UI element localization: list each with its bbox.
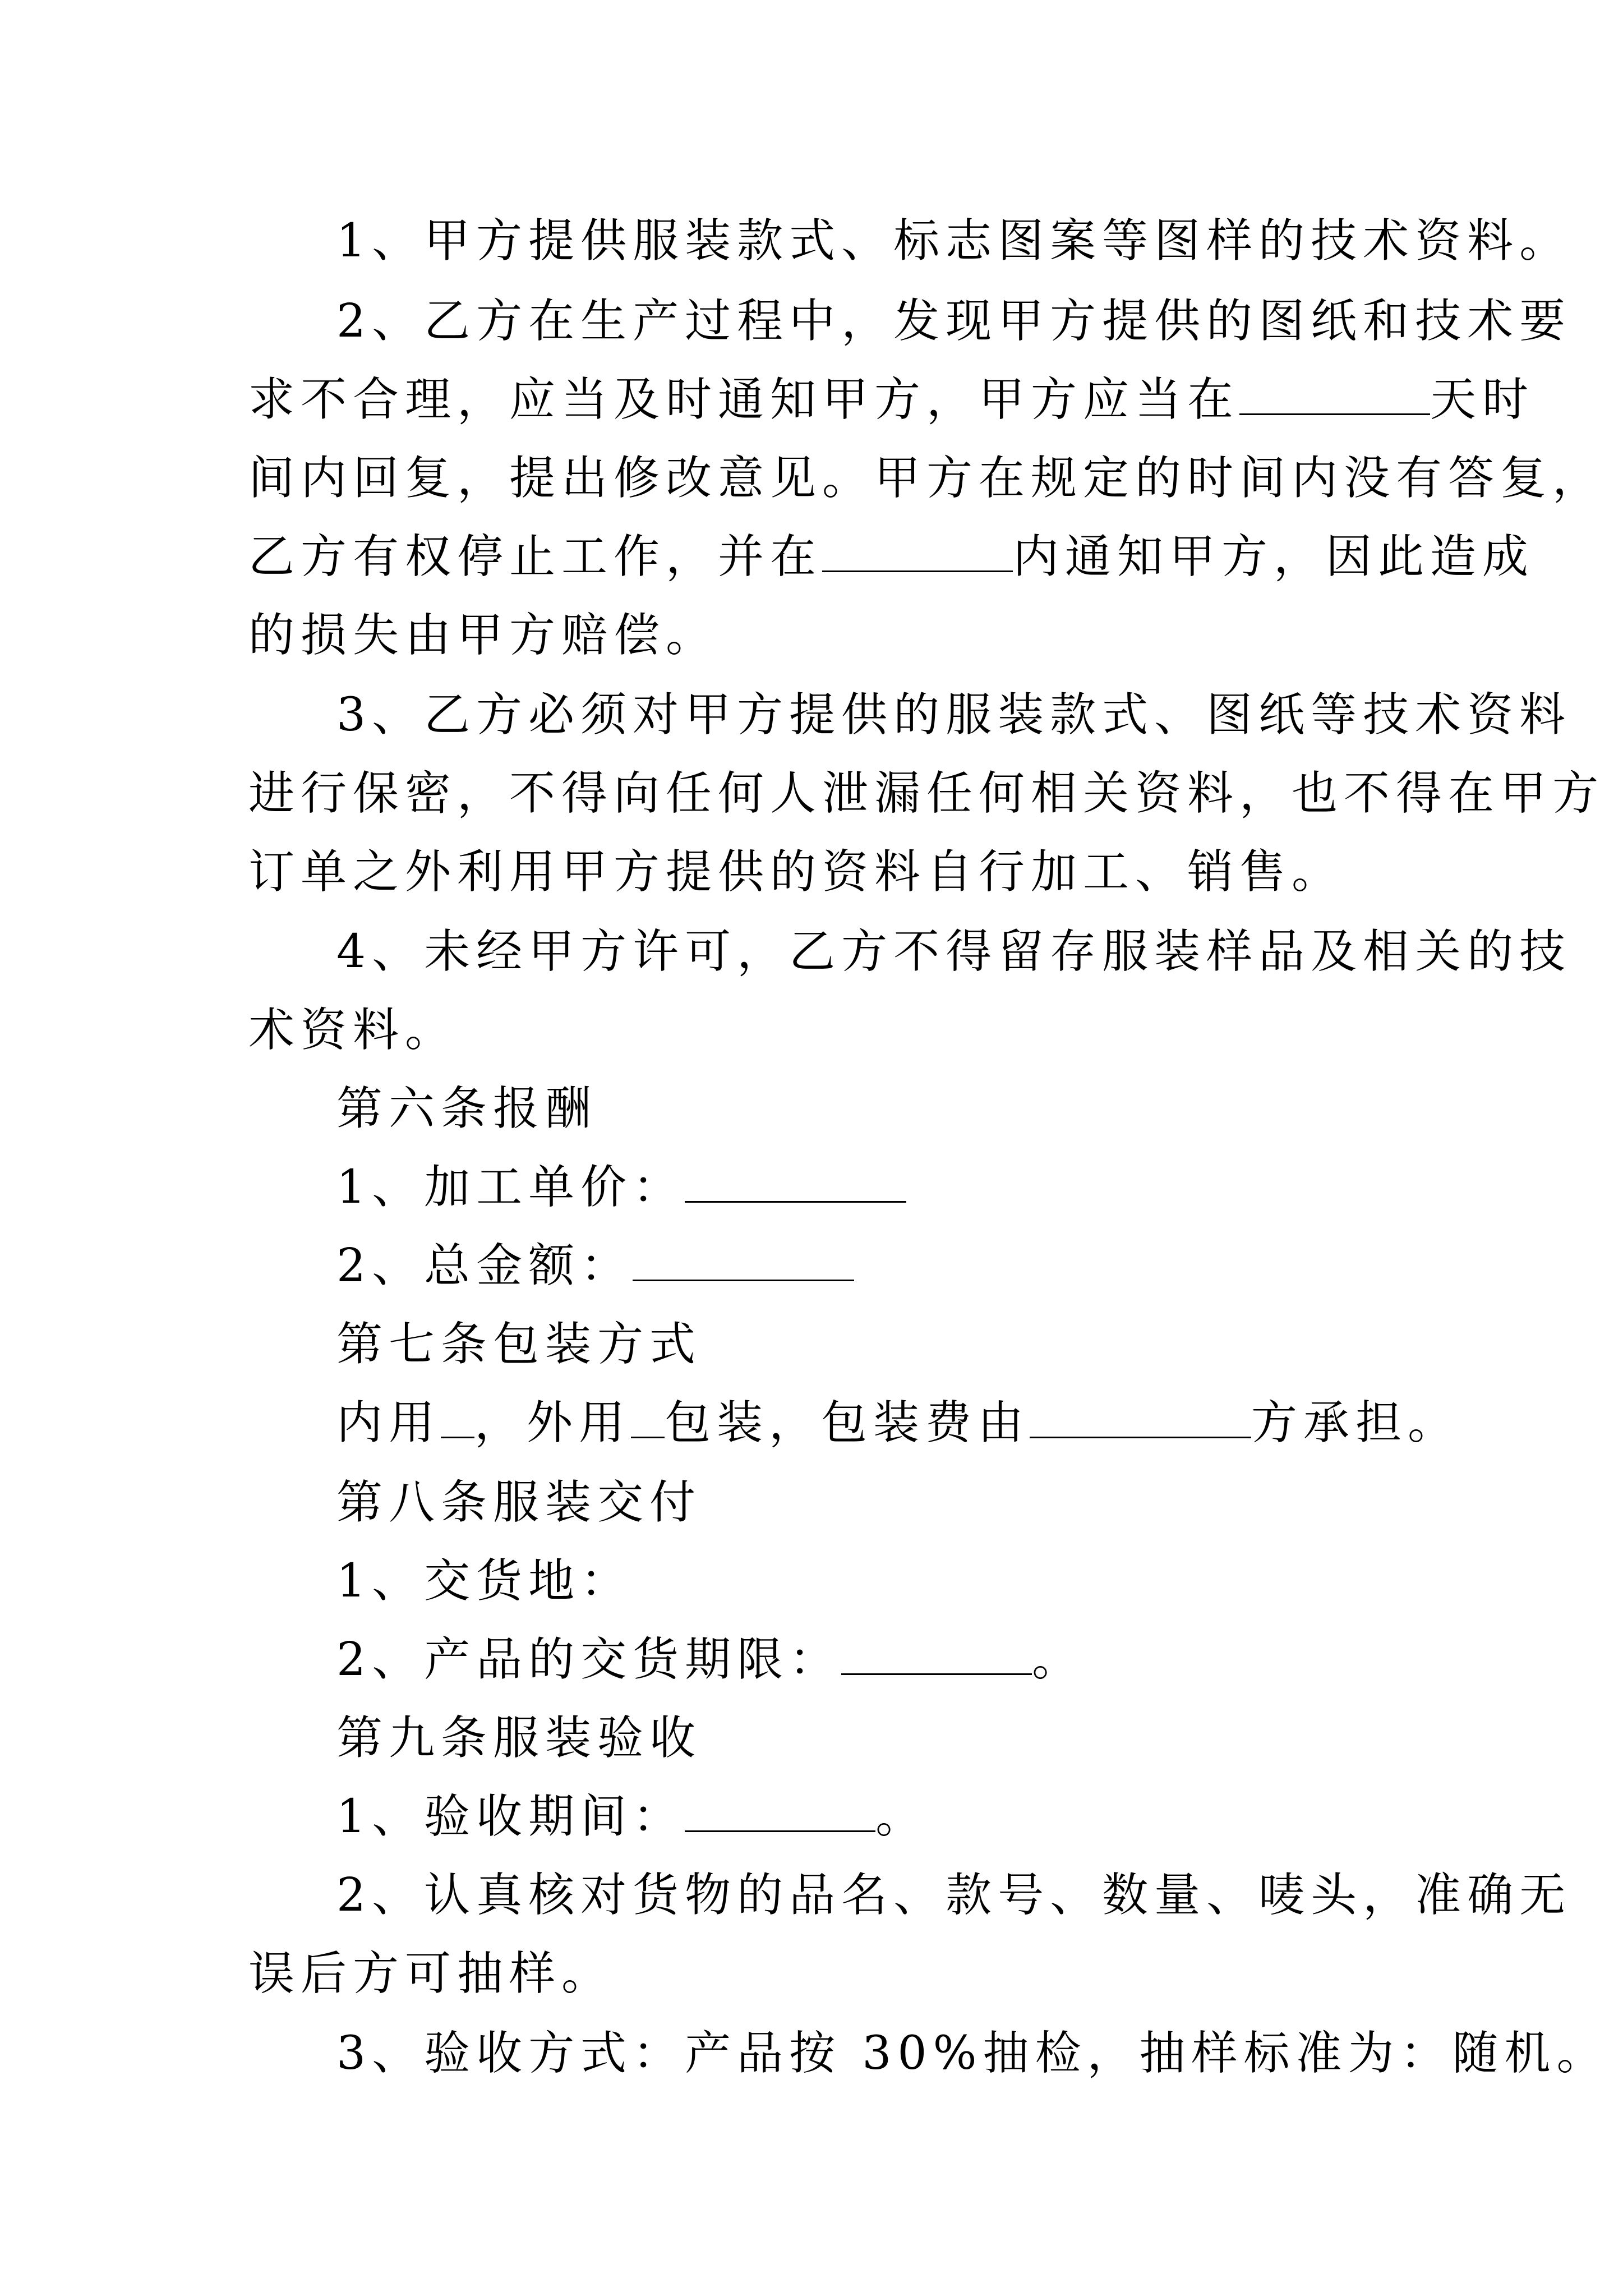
article-title: 第六条报酬 xyxy=(336,1082,598,1135)
article-9-item-2-line-1 xyxy=(0,1865,1623,1926)
clause-4-line-1 xyxy=(0,921,1623,983)
clause-2-line-3 xyxy=(0,448,1623,509)
article-8-item-1 xyxy=(0,1550,1623,1612)
item-label: 2、总金额： xyxy=(336,1239,633,1292)
clause-3-line-3 xyxy=(0,841,1623,903)
clause-text: 2、认真核对货物的品名、款号、数量、唛头，准确无 xyxy=(336,1869,1572,1922)
clause-text: 乙方有权停止工作，并在 xyxy=(248,530,823,583)
clause-text: 间内回复，提出修改意见。甲方在规定的时间内没有答复， xyxy=(248,452,1605,505)
notify-period-blank xyxy=(822,536,1013,572)
item-label: 1、验收期间： xyxy=(336,1790,685,1843)
article-9-heading xyxy=(0,1708,1623,1769)
article-7-body xyxy=(0,1392,1623,1454)
clause-text: 误后方可抽样。 xyxy=(248,1947,614,2000)
article-6-item-2 xyxy=(0,1235,1623,1297)
clause-text: 内通知甲方，因此造成 xyxy=(1013,530,1535,583)
clause-text: 4、未经甲方许可，乙方不得留存服装样品及相关的技 xyxy=(336,925,1572,978)
article-8-item-2 xyxy=(0,1629,1623,1691)
clause-text: 天时 xyxy=(1430,373,1535,426)
clause-text: 2、乙方在生产过程中，发现甲方提供的图纸和技术要 xyxy=(336,295,1572,348)
clause-text: 求不合理，应当及时通知甲方，甲方应当在 xyxy=(248,373,1240,426)
total-amount-blank xyxy=(633,1245,854,1281)
clause-text: 的损失由甲方赔偿。 xyxy=(248,609,718,662)
clause-text: 进行保密，不得向任何人泄漏任何相关资料，也不得在甲方 xyxy=(248,767,1605,820)
clause-3-line-2 xyxy=(0,763,1623,825)
clause-text: 包装，包装费由 xyxy=(665,1396,1030,1450)
clause-2-line-4 xyxy=(0,526,1623,588)
clause-2-line-5 xyxy=(0,605,1623,666)
clause-1-line xyxy=(0,210,1623,272)
item-label: 1、加工单价： xyxy=(336,1161,685,1214)
article-9-item-3 xyxy=(0,2023,1623,2085)
clause-text: 3、乙方必须对甲方提供的服装款式、图纸等技术资料 xyxy=(336,688,1572,742)
delivery-deadline-blank xyxy=(841,1639,1032,1675)
article-9-item-1 xyxy=(0,1786,1623,1848)
item-label: 1、交货地： xyxy=(336,1554,633,1608)
clause-text: 术资料。 xyxy=(248,1004,458,1057)
article-title: 第八条服装交付 xyxy=(336,1476,702,1529)
clause-4-line-2 xyxy=(0,1000,1623,1061)
article-title: 第七条包装方式 xyxy=(336,1318,702,1371)
article-9-item-2-line-2 xyxy=(0,1943,1623,2005)
clause-text: 内用 xyxy=(336,1396,441,1450)
clause-text: ，外用 xyxy=(474,1396,631,1450)
inspection-period-blank xyxy=(685,1796,875,1832)
clause-2-line-1 xyxy=(0,291,1623,352)
item-label: 2、产品的交货期限： xyxy=(336,1633,842,1686)
article-7-heading xyxy=(0,1314,1623,1375)
article-6-heading xyxy=(0,1078,1623,1140)
article-6-item-1 xyxy=(0,1157,1623,1218)
pack-fee-party-blank xyxy=(1030,1402,1251,1438)
clause-text: 方承担。 xyxy=(1251,1396,1460,1450)
clause-3-line-1 xyxy=(0,684,1623,746)
clause-2-line-2 xyxy=(0,369,1623,431)
inner-pack-blank xyxy=(441,1402,474,1438)
article-title: 第九条服装验收 xyxy=(336,1711,702,1765)
article-8-heading xyxy=(0,1472,1623,1534)
unit-price-blank xyxy=(685,1166,906,1203)
clause-text: 3、验收方式：产品按 30%抽检，抽样标准为：随机。 xyxy=(336,2027,1609,2080)
outer-pack-blank xyxy=(631,1402,665,1438)
clause-text: 。 xyxy=(1032,1633,1085,1686)
clause-text: 订单之外利用甲方提供的资料自行加工、销售。 xyxy=(248,845,1344,899)
clause-text: 。 xyxy=(875,1790,928,1843)
days-blank xyxy=(1239,379,1430,415)
clause-text: 1、甲方提供服装款式、标志图案等图样的技术资料。 xyxy=(336,214,1572,268)
